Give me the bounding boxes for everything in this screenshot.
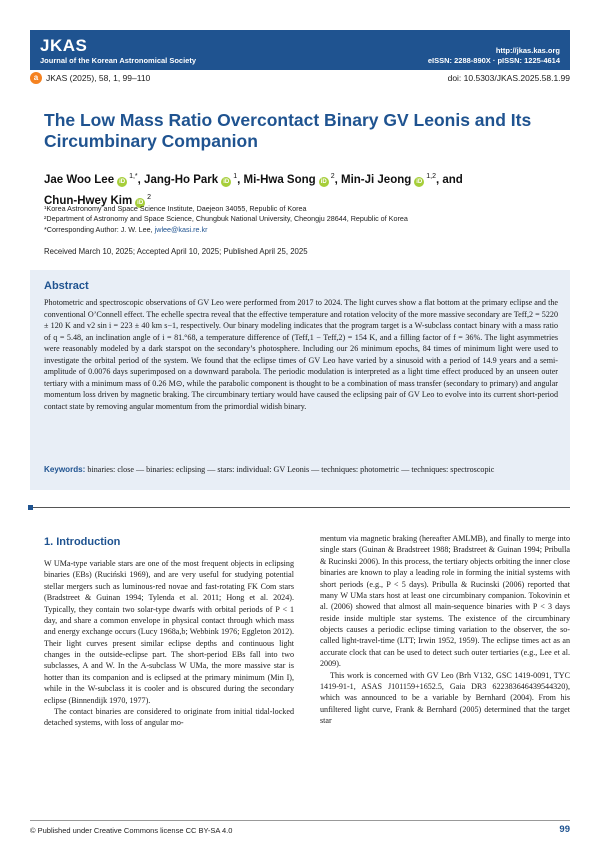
corresponding-author: *Corresponding Author: J. W. Lee, jwlee@kasi.re.kr bbox=[44, 224, 208, 234]
journal-banner bbox=[30, 30, 570, 70]
affiliation-2: ²Department of Astronomy and Space Science, Chungbuk National University, Cheongju 28644, Republic of Korea bbox=[44, 214, 408, 224]
left-column bbox=[44, 535, 294, 729]
keywords-label: Keywords: bbox=[44, 465, 86, 474]
orcid-icon[interactable]: iD bbox=[223, 178, 230, 185]
affiliations bbox=[44, 204, 564, 235]
paper-title: The Low Mass Ratio Overcontact Binary GV Leonis and Its Circumbinary Companion bbox=[44, 110, 532, 151]
author-affiliation-marker: 2 bbox=[147, 193, 152, 201]
keywords bbox=[44, 464, 558, 475]
section-heading-introduction: 1. Introduction bbox=[44, 536, 121, 548]
abstract-text: Photometric and spectroscopic observations of GV Leo were performed from 2017 to 2024. The light curves show a flat bottom at the primary eclipse and the conventional O’Connell effect. The echelle spectra reveal that the effective temperature and rotation velocity of the more massive secondary are Teff,2 = 5220 ± 120 K and v2 sin i = 223 ± 40 km s−1, respectively. Our binary modeling indicates that the program target is a W-subclass contact binary with a mass ratio of q = 5.48, an inclination angle of i = 81.°68, a temperature difference of (Teff,1 − Teff,2) = 154 K, and a filling factor of f = 36%. The light asymmetries were reasonably modeled by a dark starspot on the secondary’s photosphere. Including our 26 minimum epochs, 84 times of minimum light were used to investigate the orbital period of the system. We found that the eclipse times of GV Leo have varied by a sinusoid with a period of 14.9 years and a semi-amplitude of 0.0076 days superimposed on a downward parabola. The periodic modulation is interpreted as a light time effect produced by an unseen outer tertiary with a minimum mass of 0.26 M⊙, while the parabolic component is thought to be a combination of mass transfer (secondary to primary) and angular momentum loss driven by magnetic braking. The circumbinary tertiary would have caused the eclipsing pair of GV Leo to evolve into its current short-period contact state by removing angular momentum from the primordial widish binary. bbox=[44, 298, 558, 411]
section-divider bbox=[30, 507, 570, 508]
author-affiliation-marker: 1,2 bbox=[426, 173, 436, 180]
open-access-icon: a bbox=[30, 72, 42, 84]
doi[interactable]: doi: 10.5303/JKAS.2025.58.1.99 bbox=[447, 73, 570, 83]
intro-paragraph-2: The contact binaries are considered to originate from initial tidal-locked detached systems, with loss of angular mo- bbox=[44, 706, 294, 728]
citation: JKAS (2025), 58, 1, 99–110 bbox=[46, 73, 151, 83]
license-notice: © Published under Creative Commons license CC BY-SA 4.0 bbox=[30, 826, 233, 835]
journal-full-name: Journal of the Korean Astronomical Society bbox=[40, 56, 197, 65]
intro-paragraph-4: This work is concerned with GV Leo (Brh V132, GSC 1419-0091, TYC 1419-91-1, ASAS J101159+1652.5, Gaia DR3 622383646439544320), which was announced to be a variable by Bernhard (2004). From his unfiltered light curve, Frank & Bernhard (2005) determined that the target star bbox=[320, 670, 570, 725]
email-link[interactable]: jwlee@kasi.re.kr bbox=[154, 224, 208, 234]
orcid-icon[interactable]: iD bbox=[320, 178, 327, 185]
intro-paragraph-1: W UMa-type variable stars are one of the most frequent objects in eclipsing binaries (EBs) (Ruciński 1969), and are very useful for studying potential stellar mergers such as luminous-red novae and fast-rotating FK Com stars (Bradstreet & Guinan 1994; Tylenda et al. 2011; Hong et al. 2024). Typically, they contain two solar-type dwarfs with orbital periods of P < 1 day, and share a common envelope in physical contact through which mass and energy exchange occurs (Lucy 1968a,b; Webbink 1976; Eggleton 2012). Their light curves present similar eclipse depths and continuous light changes in the outside-eclipse part. The short-period EBs fall into two subclasses, A and W. In the A-subclass W UMa, the more massive star is hotter than its companion and is eclipsed at the primary minimum (Min I), while in the W-subclass it is cooler and is obscured during the secondary eclipse (Binnendijk 1970, 1977). bbox=[44, 559, 294, 705]
orcid-icon[interactable]: iD bbox=[137, 199, 144, 206]
orcid-icon[interactable]: iD bbox=[119, 178, 126, 185]
journal-issn: eISSN: 2288-890X · pISSN: 1225-4614 bbox=[427, 56, 560, 65]
keywords-text: binaries: close — binaries: eclipsing — stars: individual: GV Leonis — techniques: photometric — techniques: spectroscopic bbox=[87, 465, 495, 474]
author-separator: , bbox=[137, 173, 145, 186]
divider-marker bbox=[28, 505, 33, 510]
publication-dates: Received March 10, 2025; Accepted April 10, 2025; Published April 25, 2025 bbox=[44, 247, 308, 256]
abstract-heading: Abstract bbox=[44, 280, 89, 292]
footer-rule bbox=[30, 820, 570, 821]
citation-row bbox=[30, 72, 570, 86]
journal-abbrev: JKAS bbox=[40, 36, 88, 55]
author-separator: , and bbox=[436, 173, 463, 186]
author-name: Jang-Ho Park bbox=[144, 173, 219, 186]
intro-paragraph-3: mentum via magnetic braking (hereafter AMLMB), and finally to merge into single stars (Guinan & Bradstreet 1988; Bradstreet & Guinan 1994; Pribulla & Rucinski 2006). In this process, the tertiary objects orbiting the inner close binaries are known to play a leading role in forming the initial systems with short periods (e.g., P < 5 days). Pribulla & Rucinski (2006) reported that many W UMa stars host at least one circumbinary companion. Tokovinin et al. (2006) showed that almost all main-sequence binaries with P < 3 days reside inside multiple star systems. The existence of the circumbinary objects causes a periodic eclipse timing variation to the observer, the so-called light-travel-time (LTT; Irwin 1952, 1959). The eclipse times act as an accurate clock that can be used to detect such outer tertiaries (e.g., Lee et al. 2009). bbox=[320, 534, 570, 669]
author-name: Jae Woo Lee bbox=[44, 173, 115, 186]
author-separator: , bbox=[237, 173, 244, 186]
author-separator: , bbox=[334, 173, 341, 186]
author-affiliation-marker: 1 bbox=[233, 173, 238, 180]
author-name: Mi-Hwa Song bbox=[243, 173, 316, 186]
author-name: Chun-Hwey Kim bbox=[44, 194, 133, 207]
author-affiliation-marker: 2 bbox=[330, 173, 335, 180]
right-column bbox=[320, 533, 570, 726]
orcid-icon[interactable]: iD bbox=[416, 178, 423, 185]
journal-url[interactable]: http://jkas.kas.org bbox=[495, 46, 560, 55]
affiliation-1: ¹Korea Astronomy and Space Science Institute, Daejeon 34055, Republic of Korea bbox=[44, 204, 307, 213]
author-affiliation-marker: 1,* bbox=[129, 173, 138, 180]
author-name: Min-Ji Jeong bbox=[340, 173, 412, 186]
page-number: 99 bbox=[559, 824, 570, 835]
abstract-box bbox=[30, 270, 570, 490]
